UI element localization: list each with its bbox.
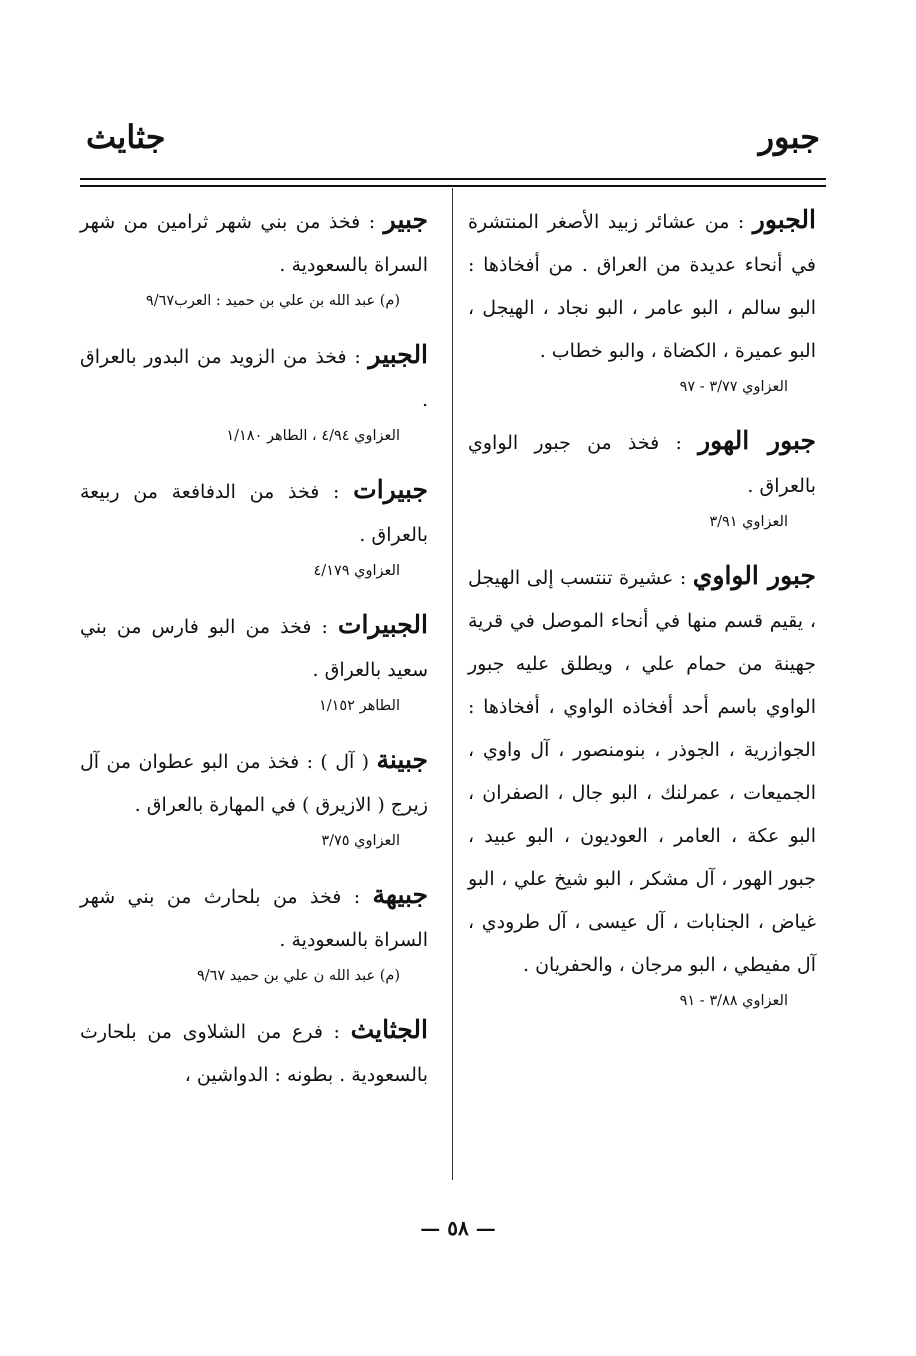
entry-source: العزاوي ٣/٧٥ — [321, 833, 400, 849]
entry-jubayr — [80, 198, 428, 313]
entry-source: العزاوي ٣/٧٧ - ٩٧ — [679, 379, 788, 395]
entry-text — [80, 198, 428, 287]
entry-source: (م) عبد الله ن علي بن حميد ٩/٦٧ — [196, 968, 400, 984]
entry-source: العزاوي ٤/٩٤ ، الطاهر ١/١٨٠ — [226, 428, 400, 444]
entry-text — [80, 738, 428, 827]
entry-source: العزاوي ٤/١٧٩ — [313, 563, 400, 579]
entry-text — [468, 198, 816, 373]
entry-text — [468, 554, 816, 987]
running-head-right: جبور — [758, 118, 820, 156]
entry-text — [468, 419, 816, 508]
entry-jubayna — [80, 738, 428, 853]
entry-al-juthayith — [80, 1008, 428, 1097]
header-rule-top — [80, 178, 826, 180]
entry-body: : فخذ من جبور الواوي بالعراق . — [468, 432, 816, 497]
entry-body: : عشيرة تنتسب إلى الهيجل ، يقيم قسم منها في أنحاء الموصل في قرية جهينة من حمام علي ، ويطلق عليه جبور الواوي باسم أحد أفخاذه الواوي ، أفخاذها : الجوازرية ، الجوذر ، بنومنصور ، آل واوي ، الجميعات ، عمرلنك ، البو جال ، الصفران ، البو عكة ، العامر ، العوديون ، البو عبيد ، جبور الهور ، آل مشكر ، البو شيخ علي ، البو غياض ، الجنابات ، آل عيسى ، آل طرودي ، آل مفيطي ، البو مرجان ، والحفريان . — [468, 567, 816, 976]
entry-jubur-al-hur — [468, 419, 816, 534]
entry-body: : فخذ من الزويد من البدور بالعراق . — [80, 346, 428, 411]
entry-headword: الجبير — [368, 340, 429, 369]
header-rule-bottom — [80, 185, 826, 187]
entry-headword: جبينة — [376, 745, 428, 774]
entry-headword: الجثايث — [350, 1015, 428, 1044]
entry-source: العزاوي ٣/٨٨ - ٩١ — [679, 993, 788, 1009]
entry-body: : فخذ من البو فارس من بني سعيد بالعراق . — [80, 616, 428, 681]
entry-headword: جبور الهور — [698, 426, 817, 455]
entry-al-jubayr — [80, 333, 428, 448]
column-divider — [452, 188, 453, 1180]
right-column — [468, 198, 816, 1033]
entry-source: (م) عبد الله بن علي بن حميد : العرب٩/٦٧ — [145, 293, 400, 309]
entry-headword: الجبيرات — [337, 610, 428, 639]
entry-body: : فخذ من بلحارث من بني شهر السراة بالسعودية . — [80, 886, 428, 951]
entry-headword: الجبور — [752, 205, 816, 234]
entry-text — [80, 1008, 428, 1097]
entry-text — [80, 603, 428, 692]
page-number: — ٥٨ — — [420, 1216, 496, 1240]
entry-body: ( آل ) : فخذ من البو عطوان من آل زيرج ( الازيرق ) في المهارة بالعراق . — [80, 751, 428, 816]
entry-text — [80, 873, 428, 962]
entry-body: : فرع من الشلاوى من بلحارث بالسعودية . بطونه : الدواشين ، — [80, 1021, 428, 1086]
entry-source: العزاوي ٣/٩١ — [709, 514, 788, 530]
entry-body: : من عشائر زبيد الأصغر المنتشرة في أنحاء عديدة من العراق . من أفخاذها : البو سالم ، البو عامر ، البو نجاد ، الهيجل ، البو عميرة ، الكضاة ، والبو خطاب . — [468, 211, 816, 362]
entry-jubayha — [80, 873, 428, 988]
entry-source: الطاهر ١/١٥٢ — [318, 698, 400, 714]
entry-jubayrat — [80, 468, 428, 583]
entry-headword: جبيهة — [372, 880, 428, 909]
entry-headword: جبير — [383, 205, 428, 234]
running-head-left: جثايث — [86, 118, 166, 156]
entry-body: : فخذ من الدفافعة من ربيعة بالعراق . — [80, 481, 428, 546]
entry-text — [80, 468, 428, 557]
entry-jubur-al-wawi — [468, 554, 816, 1013]
entry-al-jubayrat — [80, 603, 428, 718]
entry-text — [80, 333, 428, 422]
entry-al-jubur — [468, 198, 816, 399]
entry-headword: جبور الواوي — [692, 561, 816, 590]
entry-headword: جبيرات — [353, 475, 428, 504]
left-column — [80, 198, 428, 1117]
entry-body: : فخذ من بني شهر ثرامين من شهر السراة بالسعودية . — [80, 211, 428, 276]
